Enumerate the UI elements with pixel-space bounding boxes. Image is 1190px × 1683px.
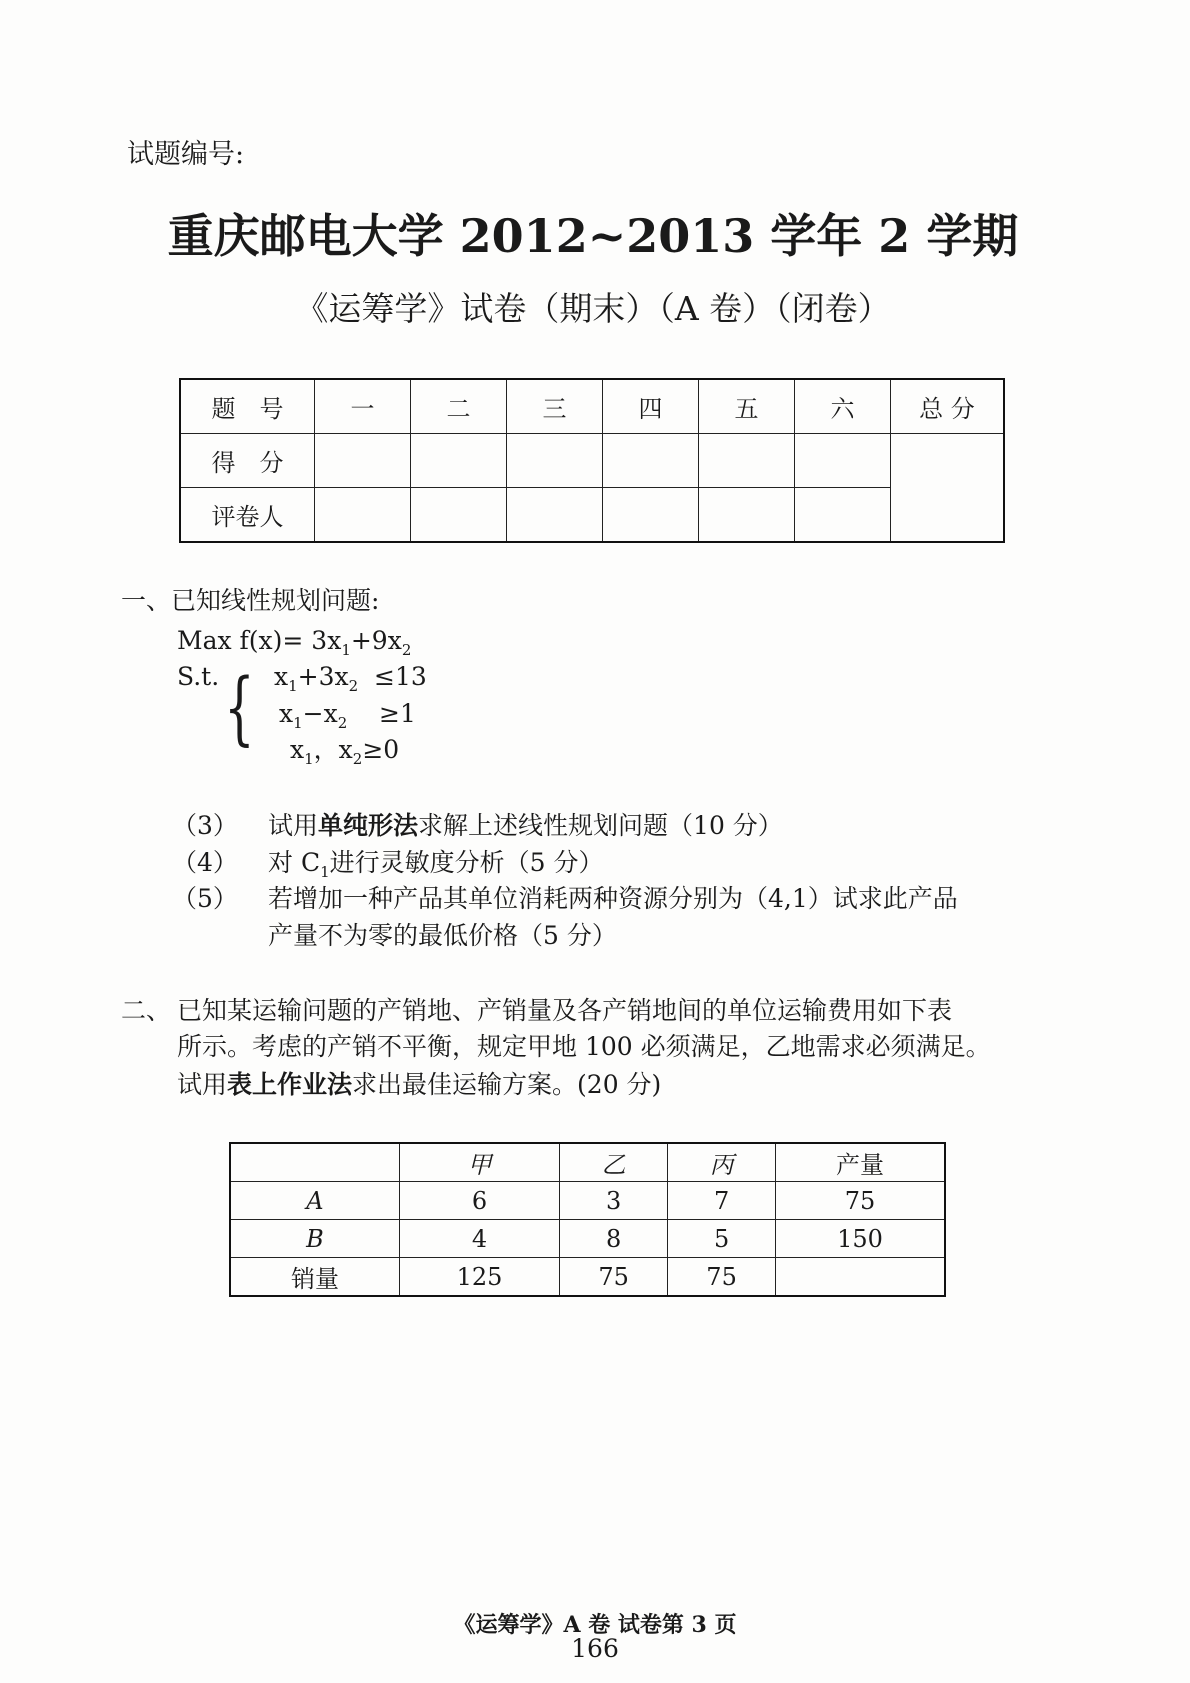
table-cell: 125 <box>399 1258 559 1297</box>
header-cell: 二 <box>411 379 507 434</box>
score-table <box>179 378 1005 543</box>
part-5-text: 若增加一种产品其单位消耗两种资源分别为（4,1）试求此产品 <box>268 884 958 913</box>
header-cell: 一 <box>315 379 411 434</box>
grader-cell <box>603 488 699 543</box>
exam-number-label: 试题编号: <box>127 139 245 170</box>
score-cell <box>795 434 891 488</box>
table-row <box>230 1258 945 1297</box>
table-cell: 4 <box>399 1220 559 1258</box>
constraint-2: $x_1-x_2$ ≥1 <box>279 699 416 732</box>
table-cell: 5 <box>668 1220 776 1258</box>
question-1-heading <box>121 586 379 616</box>
grader-cell <box>315 488 411 543</box>
table-cell: 3 <box>560 1182 668 1220</box>
table-row <box>180 434 1004 488</box>
constraint-3: $x_1$，$x_2\ge 0$ <box>290 735 400 768</box>
subject-to-label: S.t. <box>177 662 220 691</box>
table-row <box>180 488 1004 543</box>
header-cell: 丙 <box>668 1143 776 1182</box>
header-cell: 乙 <box>560 1143 668 1182</box>
part-4-text: 对 $C_1$进行灵敏度分析（5 分） <box>268 848 604 881</box>
grader-cell <box>507 488 603 543</box>
row-label: 销量 <box>230 1258 399 1297</box>
score-cell <box>315 434 411 488</box>
page-footer: 《运筹学》A 卷 试卷第 3 页 <box>453 1612 737 1638</box>
row-label: 评卷人 <box>180 488 315 543</box>
table-row <box>180 379 1004 434</box>
page-number: 166 <box>571 1634 619 1663</box>
header-cell: 六 <box>795 379 891 434</box>
table-cell: 75 <box>776 1182 945 1220</box>
header-cell: 产量 <box>776 1143 945 1182</box>
constraint-1: $x_1+3x_2 \le 13$ <box>274 662 427 695</box>
table-cell: 8 <box>560 1220 668 1258</box>
transport-table <box>229 1142 946 1297</box>
exam-title: 重庆邮电大学 2012~2013 学年 2 学期 <box>167 209 1019 263</box>
question-number: 二、 <box>121 996 172 1025</box>
question-intro: 已知线性规划问题: <box>171 586 380 615</box>
table-cell: 7 <box>668 1182 776 1220</box>
header-cell <box>230 1143 399 1182</box>
row-label: B <box>230 1220 399 1258</box>
header-cell: 五 <box>699 379 795 434</box>
row-label: A <box>230 1182 399 1220</box>
objective-function: Max $f(x)= 3x_1+9x_2$ <box>177 626 412 659</box>
table-cell: 150 <box>776 1220 945 1258</box>
table-cell: 6 <box>399 1182 559 1220</box>
brace: { <box>224 661 255 754</box>
row-label: 得 分 <box>180 434 315 488</box>
grader-cell <box>795 488 891 543</box>
grader-cell <box>699 488 795 543</box>
part-number: （5） <box>172 884 238 913</box>
grader-cell <box>411 488 507 543</box>
part-number: （4） <box>172 848 238 877</box>
table-row <box>230 1220 945 1258</box>
part-number: （3） <box>172 811 238 840</box>
score-cell <box>699 434 795 488</box>
header-cell: 四 <box>603 379 699 434</box>
exam-subtitle: 《运筹学》试卷（期末）（A 卷）（闭卷） <box>295 289 891 328</box>
table-cell: 75 <box>560 1258 668 1297</box>
score-cell <box>507 434 603 488</box>
table-row <box>230 1143 945 1182</box>
header-cell: 甲 <box>399 1143 559 1182</box>
header-cell: 三 <box>507 379 603 434</box>
question-2-line: 所示。考虑的产销不平衡，规定甲地 100 必须满足，乙地需求必须满足。 <box>177 1032 991 1061</box>
question-2-line: 试用表上作业法求出最佳运输方案。(20 分) <box>177 1070 662 1099</box>
table-cell: 75 <box>668 1258 776 1297</box>
header-cell: 题 号 <box>180 379 315 434</box>
table-row <box>230 1182 945 1220</box>
total-cell <box>891 434 1005 543</box>
part-5-text-cont: 产量不为零的最低价格（5 分） <box>268 921 617 950</box>
part-3-text: 试用单纯形法求解上述线性规划问题（10 分） <box>268 811 783 840</box>
table-cell <box>776 1258 945 1297</box>
header-cell: 总 分 <box>891 379 1005 434</box>
score-cell <box>411 434 507 488</box>
question-number: 一、 <box>121 586 172 615</box>
question-2-line: 已知某运输问题的产销地、产销量及各产销地间的单位运输费用如下表 <box>177 996 953 1025</box>
score-cell <box>603 434 699 488</box>
